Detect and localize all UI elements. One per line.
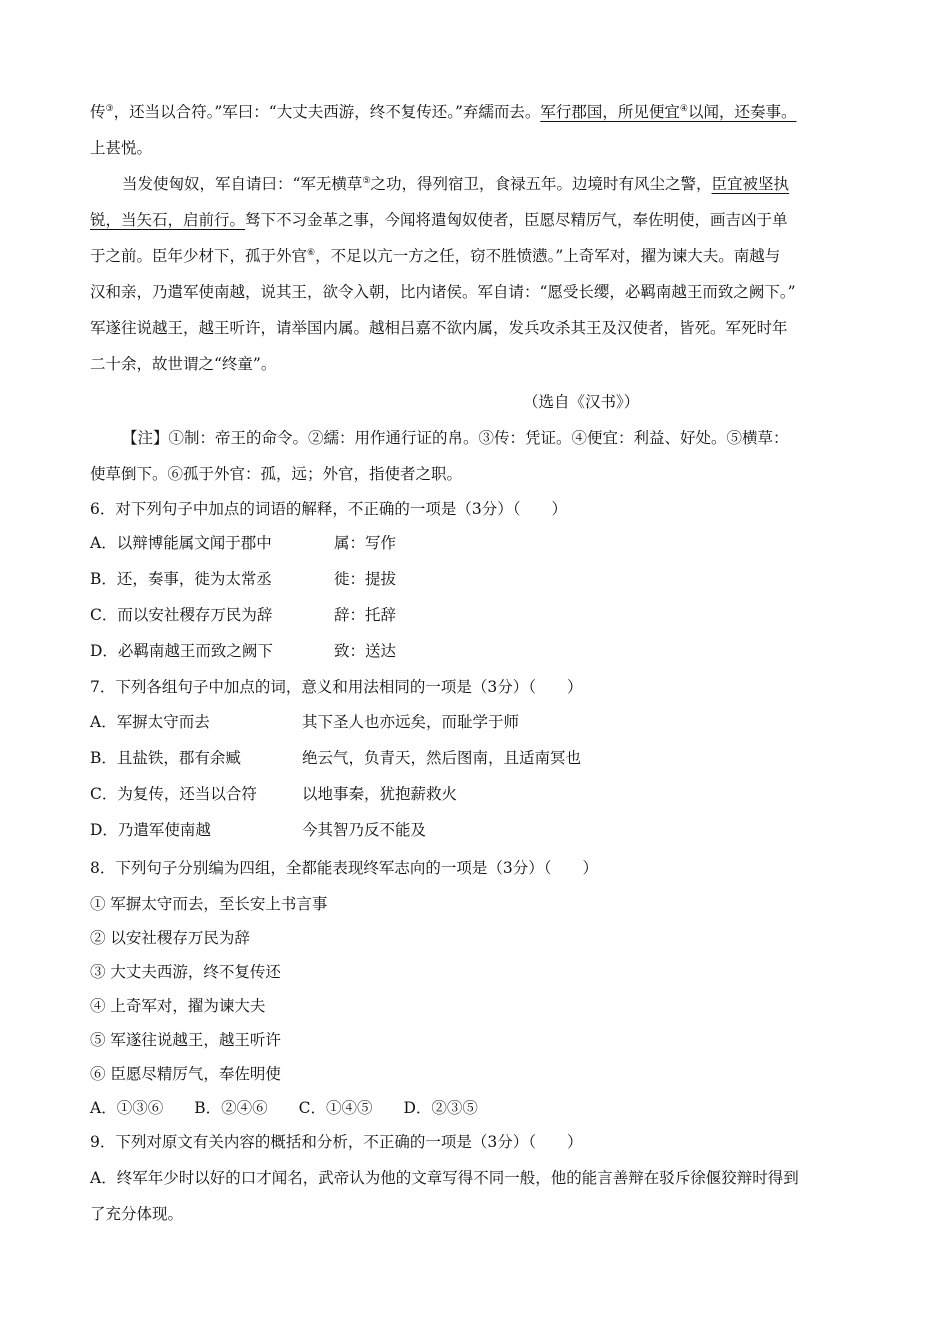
footnote-marker: ④ — [679, 103, 688, 114]
q7-stem: 7．下列各组句子中加点的词，意义和用法相同的一项是（3分）（ ） — [90, 678, 583, 696]
q8-item-1: ① 军摒太守而去，至长安上书言事 — [90, 895, 328, 913]
q6-option-c: C．而以安社稷存万民为辞 — [90, 606, 273, 624]
text: 当发使匈奴，军自请曰：“军无横草 — [122, 175, 363, 193]
source-citation: （选自《汉书》） — [523, 393, 640, 411]
q7-option-d-answer: 今其智乃反不能及 — [302, 821, 427, 839]
passage-line-4 — [90, 209, 788, 231]
text: 以闻，还奏事。 — [687, 103, 797, 121]
text: 之功，得列宿卫，食禄五年。边境时有风尘之警， — [370, 175, 712, 193]
q7-option-a-answer: 其下圣人也亦远矣，而耻学于师 — [302, 713, 520, 731]
q7-option-c: C．为复传，还当以合符 — [90, 785, 257, 803]
notes-line-2: 使草倒下。⑥孤于外官：孤，远；外官，指使者之职。 — [90, 465, 463, 483]
passage-line-2: 上甚悦。 — [90, 139, 153, 157]
text: 驽下不习金革之事，今闻将遣匈奴使者，臣愿尽精厉气，奉佐明使，画吉凶于单 — [245, 211, 788, 229]
text: 传 — [90, 103, 106, 121]
q7-option-a: A．军摒太守而去 — [90, 713, 210, 731]
q8-item-5: ⑤ 军遂往说越王，越王听许 — [90, 1031, 281, 1049]
q7-option-d: D．乃遣军使南越 — [90, 821, 211, 839]
q8-stem: 8．下列句子分别编为四组，全都能表现终军志向的一项是（3分）（ ） — [90, 859, 598, 877]
q8-item-6: ⑥ 臣愿尽精厉气，奉佐明使 — [90, 1065, 281, 1083]
q6-option-b-answer: 徙：提拔 — [334, 570, 397, 588]
footnote-marker: ⑤ — [362, 175, 371, 186]
text: ，还当以合符。”军曰：“大丈夫西游，终不复传还。”弃繻而去。 — [113, 103, 541, 121]
q8-item-2: ② 以安社稷存万民为辞 — [90, 929, 250, 947]
q6-option-b: B．还，奏事，徙为太常丞 — [90, 570, 272, 588]
q7-option-b-answer: 绝云气，负青天，然后图南，且适南冥也 — [302, 749, 582, 767]
q9-stem: 9．下列对原文有关内容的概括和分析，不正确的一项是（3分）（ ） — [90, 1133, 583, 1151]
q8-item-3: ③ 大丈夫西游，终不复传还 — [90, 963, 281, 981]
q6-option-d: D．必羁南越王而致之阙下 — [90, 642, 273, 660]
underlined-sentence: 锐，当矢石，启前行。 — [90, 211, 246, 229]
underlined-sentence — [540, 103, 796, 121]
underlined-sentence: 臣宜被坚执 — [711, 175, 790, 193]
text: 于之前。臣年少材下，孤于外官 — [90, 247, 308, 265]
q7-option-c-answer: 以地事秦，犹抱薪救火 — [302, 785, 458, 803]
q9-option-a-line-1: A．终军年少时以好的口才闻名，武帝认为他的文章写得不同一般，他的能言善辩在驳斥徐偃狡辩时得到 — [90, 1169, 799, 1187]
q8-options: A．①③⑥ B．②④⑥ C．①④⑤ D．②③⑤ — [90, 1099, 478, 1117]
notes-line-1: 【注】①制：帝王的命令。②繻：用作通行证的帛。③传：凭证。④便宜：利益、好处。⑤横草： — [122, 429, 789, 447]
passage-line-5 — [90, 245, 780, 267]
q6-stem: 6．对下列句子中加点的词语的解释，不正确的一项是（3分）（ ） — [90, 500, 567, 518]
q9-option-a-line-2: 了充分体现。 — [90, 1205, 184, 1223]
passage-line-1 — [90, 101, 796, 123]
footnote-marker: ⑥ — [307, 247, 316, 258]
q6-option-d-answer: 致：送达 — [334, 642, 397, 660]
passage-line-8: 二十余，故世谓之“终童”。 — [90, 355, 277, 373]
text: 军行郡国，所见便宜 — [540, 103, 680, 121]
passage-line-7: 军遂往说越王，越王听许，请举国内属。越相吕嘉不欲内属，发兵攻杀其王及汉使者，皆死。军死时年 — [90, 319, 788, 337]
text: ，不足以亢一方之任，窃不胜愤懑。”上奇军对，擢为谏大夫。南越与 — [315, 247, 781, 265]
q6-option-a-answer: 属：写作 — [334, 534, 397, 552]
passage-line-3 — [122, 173, 789, 195]
q6-option-a: A．以辩博能属文闻于郡中 — [90, 534, 272, 552]
passage-line-6: 汉和亲，乃遣军使南越，说其王，欲令入朝，比内诸侯。军自请：“愿受长缨，必羁南越王而致之阙下。” — [90, 283, 796, 301]
footnote-marker: ③ — [105, 103, 114, 114]
q7-option-b: B．且盐铁，郡有余臧 — [90, 749, 241, 767]
q8-item-4: ④ 上奇军对，擢为谏大夫 — [90, 997, 266, 1015]
q6-option-c-answer: 辞：托辞 — [334, 606, 397, 624]
